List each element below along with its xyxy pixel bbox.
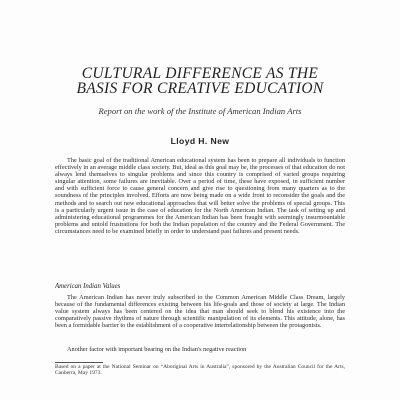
body-paragraph-1: The basic goal of the traditional American educational system has been to prepare all individuals to function effectively in an average middle class society. But, ideal as this goal may be, the processes of that education do not always lend themselves to singular problems and since this country is comprised of varied groups requiring singular attention, some failures are inevitable. Over a period of time, these have exposed, in sufficient number and with sufficient force to cause general concern and give rise to questioning from many quarters as to the soundness of the principles involved. Efforts are now being made on a wide front to reconsider the goals and the methods and to search out new educational approaches that will better solve the problems of special groups. This is a particularly urgent issue in the case of education for the North American Indian. The task of setting up and administering educational programmes for the American Indian has been fraught with seemingly insurmountable problems and untold frustrations for both the Indian population of the country and the Federal Government. The circumstances need to be examined briefly in order to understand past failures and present needs. <box>55 157 345 235</box>
article-title-line-1: CULTURAL DIFFERENCE AS THE <box>81 65 319 82</box>
author-name: Lloyd H. New <box>170 136 230 146</box>
body-paragraph-2: The American Indian has never truly subscribed to the Common American Middle Class Dream, largely because of the fundamental differences existing between his life-goals and those of society at large. The Indian value system always has been centered on the idea that man should seek to blend his existence into the comparatively passive rhythms of nature through scientific manipulation of its elements. This attitude, alone, has been a formidable barrier to the establishment of a cooperative interrelationship between the protagonists. <box>55 294 345 330</box>
article-title-line-2: BASIS FOR CREATIVE EDUCATION <box>76 80 324 97</box>
footnote: Based on a paper at the National Seminar on “Aboriginal Arts in Australia”, sponsored by the Australian Council for the Arts, Canberra, May 1973. <box>55 364 345 377</box>
body-paragraph-3: Another factor with important bearing on the Indian's negative reaction <box>67 346 247 353</box>
footnote-divider <box>55 362 103 363</box>
article-subtitle: Report on the work of the Institute of American Indian Arts <box>98 106 302 116</box>
section-heading: American Indian Values <box>55 283 121 290</box>
